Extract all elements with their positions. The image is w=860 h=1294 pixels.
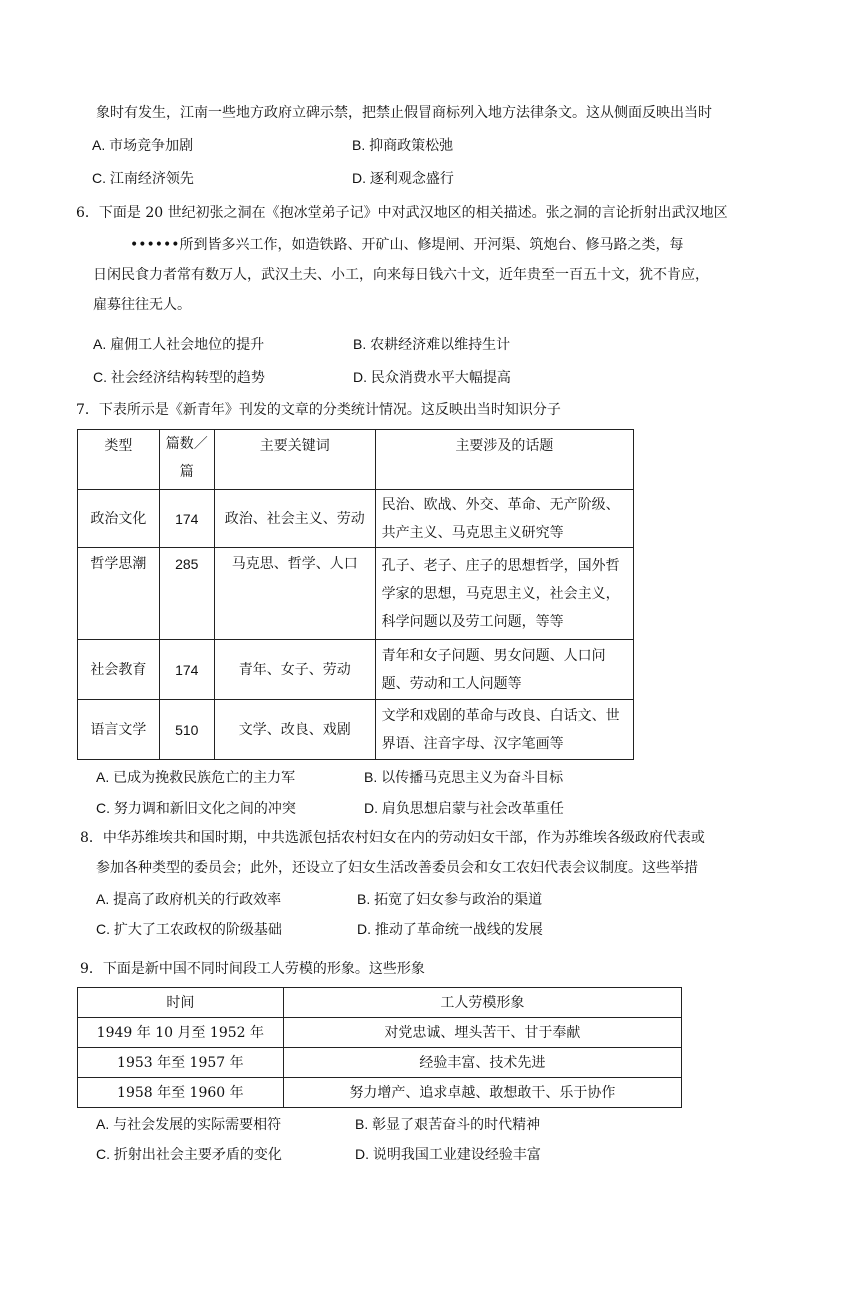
table-row	[78, 700, 634, 760]
question-6-quote-line-2: 日闲民食力者常有数万人，武汉土夫、小工，向来每日钱六十文，近年贵至一百五十文，犹不肯应，	[93, 267, 709, 283]
q7-cell-type: 语言文学	[78, 700, 160, 760]
table-row	[78, 640, 634, 700]
q7-cell-count: 510	[159, 700, 214, 760]
q7-option-a[interactable]: A. 已成为挽救民族危亡的主力军	[96, 769, 296, 785]
question-6-stem: 6．下面是 20 世纪初张之洞在《抱冰堂弟子记》中对武汉地区的相关描述。张之洞的言论折射出武汉地区	[76, 205, 728, 221]
q9-table	[77, 987, 682, 1108]
q9-header-period: 时间	[78, 988, 284, 1018]
q9-cell-image: 对党忠诚、埋头苦干、甘于奉献	[283, 1018, 681, 1048]
q9-cell-period: 1953 年至 1957 年	[78, 1048, 284, 1078]
q7-cell-topics: 文学和戏剧的革命与改良、白话文、世界语、注音字母、汉字笔画等	[375, 700, 633, 760]
table-row	[78, 1048, 682, 1078]
q7-header-topics: 主要涉及的话题	[375, 430, 633, 490]
question-8-stem-line-1: 8．中华苏维埃共和国时期，中共选派包括农村妇女在内的劳动妇女干部，作为苏维埃各级政府代表或	[80, 830, 705, 846]
q8-option-a[interactable]: A. 提高了政府机关的行政效率	[96, 891, 282, 907]
q6-option-a[interactable]: A. 雇佣工人社会地位的提升	[93, 336, 265, 352]
q7-cell-count: 174	[159, 640, 214, 700]
q7-cell-type: 政治文化	[78, 490, 160, 548]
question-6-quote-line-1: ••••••所到皆多兴工作，如造铁路、开矿山、修堤闸、开河渠、筑炮台、修马路之类，每	[130, 237, 684, 253]
q9-header-image: 工人劳模形象	[283, 988, 681, 1018]
q9-cell-period: 1958 年至 1960 年	[78, 1078, 284, 1108]
q7-option-c[interactable]: C. 努力调和新旧文化之间的冲突	[96, 800, 296, 816]
q5-option-d[interactable]: D. 逐利观念盛行	[352, 170, 454, 186]
q7-cell-topics: 民治、欧战、外交、革命、无产阶级、共产主义、马克思主义研究等	[375, 490, 633, 548]
table-row	[78, 1078, 682, 1108]
table-row	[78, 490, 634, 548]
q9-option-b[interactable]: B. 彰显了艰苦奋斗的时代精神	[355, 1116, 541, 1132]
q7-header-count: 篇数／篇	[159, 430, 214, 490]
q9-option-a[interactable]: A. 与社会发展的实际需要相符	[96, 1116, 282, 1132]
q9-cell-period: 1949 年 10 月至 1952 年	[78, 1018, 284, 1048]
q7-header-type: 类型	[78, 430, 160, 490]
q7-option-b[interactable]: B. 以传播马克思主义为奋斗目标	[364, 769, 564, 785]
q9-cell-image: 经验丰富、技术先进	[283, 1048, 681, 1078]
q5-option-a[interactable]: A. 市场竞争加剧	[92, 137, 194, 153]
q7-cell-keywords: 青年、女子、劳动	[214, 640, 375, 700]
q9-cell-image: 努力增产、追求卓越、敢想敢干、乐于协作	[283, 1078, 681, 1108]
q5-option-b[interactable]: B. 抑商政策松弛	[352, 137, 454, 153]
q6-option-d[interactable]: D. 民众消费水平大幅提高	[353, 369, 511, 385]
q6-option-b[interactable]: B. 农耕经济难以维持生计	[353, 336, 511, 352]
question-7-stem: 7．下表所示是《新青年》刊发的文章的分类统计情况。这反映出当时知识分子	[76, 402, 561, 418]
q7-cell-topics: 孔子、老子、庄子的思想哲学，国外哲学家的思想，马克思主义，社会主义，科学问题以及劳工问题，等等	[375, 548, 633, 640]
q7-cell-keywords: 政治、社会主义、劳动	[214, 490, 375, 548]
q7-cell-topics: 青年和女子问题、男女问题、人口问题、劳动和工人问题等	[375, 640, 633, 700]
question-6-quote-line-3: 雇募往往无人。	[93, 297, 191, 313]
q7-cell-type: 哲学思潮	[78, 548, 160, 640]
q8-option-d[interactable]: D. 推动了革命统一战线的发展	[357, 921, 543, 937]
table-row	[78, 1018, 682, 1048]
q7-cell-type: 社会教育	[78, 640, 160, 700]
q9-option-d[interactable]: D. 说明我国工业建设经验丰富	[355, 1146, 541, 1162]
question-8-stem-line-2: 参加各种类型的委员会；此外，还设立了妇女生活改善委员会和女工农妇代表会议制度。这些举措	[96, 860, 698, 876]
q9-option-c[interactable]: C. 折射出社会主要矛盾的变化	[96, 1146, 282, 1162]
q7-table	[77, 429, 634, 760]
q7-header-keywords: 主要关键词	[214, 430, 375, 490]
q8-option-b[interactable]: B. 拓宽了妇女参与政治的渠道	[357, 891, 543, 907]
q7-cell-keywords: 马克思、哲学、人口	[214, 548, 375, 640]
q6-option-c[interactable]: C. 社会经济结构转型的趋势	[93, 369, 265, 385]
question-5-stem-tail: 象时有发生，江南一些地方政府立碑示禁，把禁止假冒商标列入地方法律条文。这从侧面反映出当时	[96, 105, 712, 121]
q8-option-c[interactable]: C. 扩大了工农政权的阶级基础	[96, 921, 282, 937]
q7-cell-count: 174	[159, 490, 214, 548]
q7-option-d[interactable]: D. 肩负思想启蒙与社会改革重任	[364, 800, 564, 816]
q5-option-c[interactable]: C. 江南经济领先	[92, 170, 194, 186]
question-9-stem: 9．下面是新中国不同时间段工人劳模的形象。这些形象	[80, 961, 425, 977]
q7-cell-keywords: 文学、改良、戏剧	[214, 700, 375, 760]
table-row	[78, 548, 634, 640]
q7-cell-count: 285	[159, 548, 214, 640]
